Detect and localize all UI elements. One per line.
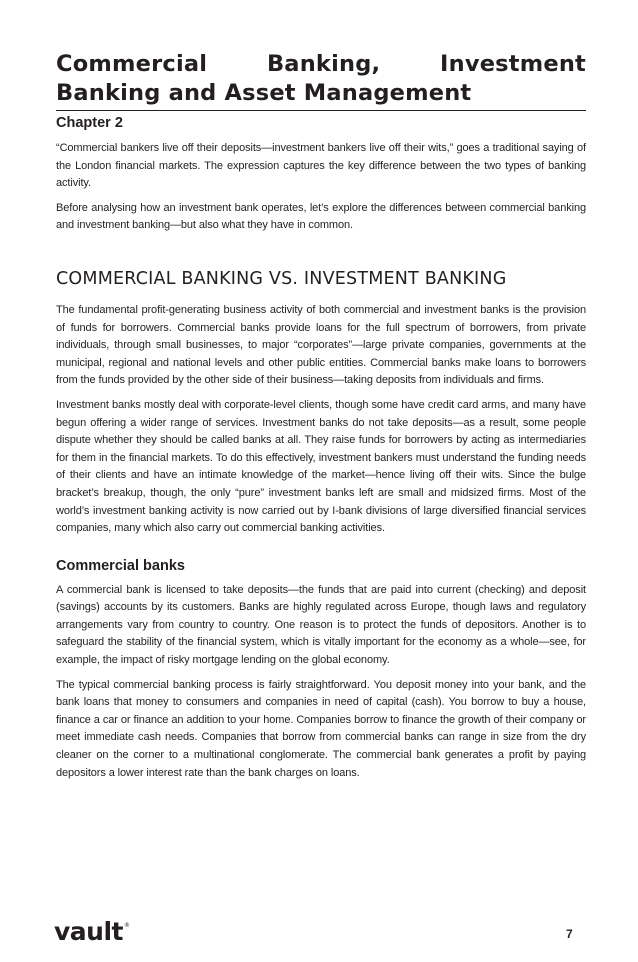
intro-paragraph-2: Before analysing how an investment bank operates, let’s explore the differences between commercial banking and investment banking—but also what they have in common. [56,201,586,232]
title-divider [56,110,586,111]
vault-logo [54,919,129,944]
logo-text: vault [54,917,123,946]
section2-paragraph-1: A commercial bank is licensed to take deposits—the funds that are paid into current (checking) and deposit (savings) accounts by its customers. Banks are highly regulated across Europe, though laws and regulatory arrangements vary from country to country. One reason is to protect the funds of depositors. Another is to safeguard the stability of the financial system, which is vitally important for the economy as a whole—see, for example, the impact of risky mortgage lending on the global economy. [56,583,586,667]
page-number: 7 [566,927,573,941]
section2-paragraph-2: The typical commercial banking process is fairly straightforward. You deposit money into your bank, and the bank loans that money to consumers and companies in need of capital (cash). You borrow to buy a house, finance a car or finance an addition to your home. Companies borrow to finance the growth of their company or meet immediate cash needs. Companies that borrow from commercial banks can range in size from the dry cleaner on the corner to a multinational conglomerate. The commercial bank generates a profit by paying depositors a lower interest rate than the bank charges on loans. [56,678,586,779]
page-content [56,50,586,789]
registered-mark: ® [123,922,130,929]
chapter-label: Chapter 2 [56,115,123,131]
section1-paragraph-1: The fundamental profit-generating business activity of both commercial and investment banks is the provision of funds for borrowers. Commercial banks provide loans for the full spectrum of borrowers, from private individuals, through small businesses, to major “corporates”—large private companies, governments at the municipal, regional and national levels and other public entities. Commercial banks make loans to borrowers from the funds provided by the other side of their business—taking deposits from individuals and firms. [56,303,586,387]
section1-paragraph-2: Investment banks mostly deal with corporate-level clients, though some have credit card arms, and many have begun offering a wider range of services. Investment banks do not take deposits—as a result, some people dispute whether they should be called banks at all. They raise funds for borrowers by acting as intermediaries for them in the financial markets. To do this effectively, investment bankers must understand the funding needs of their clients and have an intimate knowledge of the market—hence living off their wits. Since the bulge bracket’s breakup, though, the only “pure” investment banks left are small and midsized firms. Most of the world’s investment banking activity is now carried out by I-bank divisions of large diversified financial services companies, many which also carry out commercial banking activities. [56,398,586,535]
section-heading-commercial-vs-investment: COMMERCIAL BANKING VS. INVESTMENT BANKING [56,268,507,289]
page-title: Commercial Banking, Investment Banking and Asset Management [56,51,586,106]
intro-paragraph-1: “Commercial bankers live off their deposits—investment bankers live off their wits,” goes a traditional saying of the London financial markets. The expression captures the key difference between the two types of banking activity. [56,142,586,190]
subheading-commercial-banks: Commercial banks [56,557,185,574]
